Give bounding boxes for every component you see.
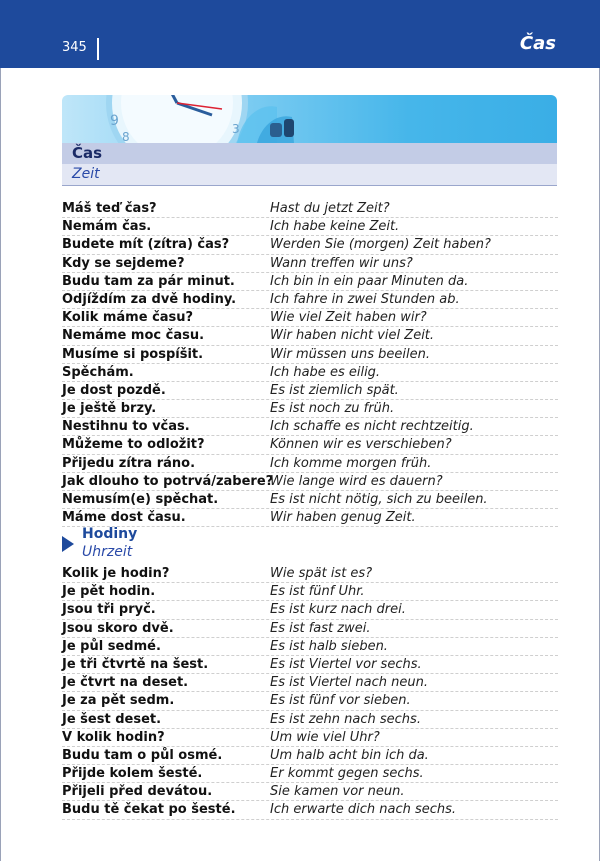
phrase-row — [62, 364, 558, 382]
chapter-title: Čas — [519, 33, 556, 54]
phrase-row — [62, 692, 558, 710]
czech-phrase: Jsou skoro dvě. — [62, 620, 174, 636]
phrase-table-cas — [62, 200, 558, 527]
section-banner — [62, 95, 557, 143]
clock-image-icon — [62, 95, 557, 143]
czech-phrase: Je tři čtvrtě na šest. — [62, 656, 209, 672]
section-subtitle: Zeit — [62, 164, 557, 186]
german-translation: Ich schaffe es nicht rechtzeitig. — [270, 419, 474, 435]
czech-phrase: Máš teď čas? — [62, 201, 157, 216]
phrase-row — [62, 711, 558, 729]
czech-phrase: V kolik hodin? — [62, 729, 165, 745]
phrase-row — [62, 200, 558, 218]
german-translation: Es ist fünf Uhr. — [270, 584, 365, 600]
czech-phrase: Budu tě čekat po šesté. — [62, 802, 236, 818]
svg-text:8: 8 — [122, 130, 130, 143]
german-translation: Können wir es verschieben? — [270, 437, 452, 453]
phrase-row — [62, 583, 558, 601]
czech-phrase: Odjíždím za dvě hodiny. — [62, 291, 237, 307]
czech-phrase: Kolik máme času? — [62, 310, 194, 326]
german-translation: Er kommt gegen sechs. — [270, 766, 424, 782]
czech-phrase: Budu tam za pár minut. — [62, 273, 235, 289]
german-translation: Ich fahre in zwei Stunden ab. — [270, 291, 460, 307]
czech-phrase: Nemáme moc času. — [62, 328, 205, 344]
czech-phrase: Je půl sedmé. — [62, 638, 161, 654]
subsection-title: Hodiny — [82, 526, 138, 542]
phrase-row — [62, 509, 558, 527]
phrase-row — [62, 346, 558, 364]
phrase-row — [62, 601, 558, 619]
phrase-row — [62, 565, 558, 583]
page-frame-left — [0, 68, 1, 861]
phrase-row — [62, 236, 558, 254]
phrase-row — [62, 291, 558, 309]
german-translation: Es ist Viertel nach neun. — [270, 675, 428, 691]
german-translation: Es ist ziemlich spät. — [270, 382, 399, 398]
german-translation: Wie lange wird es dauern? — [270, 473, 443, 489]
subsection-subtitle: Uhrzeit — [82, 544, 133, 560]
phrase-row — [62, 473, 558, 491]
phrase-row — [62, 273, 558, 291]
phrase-row — [62, 656, 558, 674]
german-translation: Um wie viel Uhr? — [270, 729, 380, 745]
header-bar — [0, 0, 600, 68]
german-translation: Es ist halb sieben. — [270, 638, 388, 654]
phrase-row — [62, 491, 558, 509]
german-translation: Hast du jetzt Zeit? — [270, 201, 390, 216]
czech-phrase: Musíme si pospíšit. — [62, 346, 204, 362]
phrase-row — [62, 765, 558, 783]
czech-phrase: Je ještě brzy. — [62, 401, 157, 417]
phrase-table-hodiny — [62, 565, 558, 820]
czech-phrase: Můžeme to odložit? — [62, 437, 205, 453]
phrase-row — [62, 255, 558, 273]
czech-phrase: Jsou tři pryč. — [62, 602, 156, 618]
german-translation: Ich habe keine Zeit. — [270, 219, 400, 235]
german-translation: Ich habe es eilig. — [270, 364, 381, 380]
czech-phrase: Budu tam o půl osmé. — [62, 747, 223, 763]
german-translation: Ich erwarte dich nach sechs. — [270, 802, 457, 818]
phrase-row — [62, 455, 558, 473]
phrase-row — [62, 327, 558, 345]
czech-phrase: Je šest deset. — [62, 711, 162, 727]
czech-phrase: Je pět hodin. — [62, 584, 156, 600]
phrase-row — [62, 418, 558, 436]
german-translation: Wie spät ist es? — [270, 566, 373, 581]
german-translation: Es ist noch zu früh. — [270, 401, 395, 417]
german-translation: Es ist fast zwei. — [270, 620, 371, 636]
german-translation: Wie viel Zeit haben wir? — [270, 310, 427, 326]
phrase-row — [62, 783, 558, 801]
german-translation: Es ist kurz nach drei. — [270, 602, 406, 618]
phrase-row — [62, 218, 558, 236]
german-translation: Wir haben genug Zeit. — [270, 510, 416, 526]
section-header — [62, 143, 557, 186]
czech-phrase: Je dost pozdě. — [62, 382, 166, 398]
phrase-row — [62, 309, 558, 327]
svg-text:3: 3 — [232, 122, 240, 136]
czech-phrase: Je čtvrt na deset. — [62, 675, 189, 691]
czech-phrase: Přijedu zítra ráno. — [62, 455, 196, 471]
phrase-row — [62, 674, 558, 692]
german-translation: Um halb acht bin ich da. — [270, 747, 429, 763]
german-translation: Werden Sie (morgen) Zeit haben? — [270, 237, 491, 253]
czech-phrase: Nemám čas. — [62, 219, 152, 235]
czech-phrase: Přijeli před devátou. — [62, 784, 213, 800]
phrase-row — [62, 436, 558, 454]
german-translation: Wir müssen uns beeilen. — [270, 346, 430, 362]
german-translation: Ich bin in ein paar Minuten da. — [270, 273, 469, 289]
phrase-row — [62, 729, 558, 747]
phrase-row — [62, 620, 558, 638]
czech-phrase: Jak dlouho to potrvá/zabere? — [62, 473, 274, 489]
german-translation: Ich komme morgen früh. — [270, 455, 432, 471]
german-translation: Es ist Viertel vor sechs. — [270, 656, 422, 672]
czech-phrase: Kdy se sejdeme? — [62, 255, 185, 271]
german-translation: Wir haben nicht viel Zeit. — [270, 328, 435, 344]
czech-phrase: Nemusím(e) spěchat. — [62, 492, 219, 507]
czech-phrase: Nestihnu to včas. — [62, 419, 190, 435]
svg-text:9: 9 — [110, 113, 119, 129]
czech-phrase: Je za pět sedm. — [62, 693, 175, 709]
german-translation: Wann treffen wir uns? — [270, 255, 413, 271]
german-translation: Es ist nicht nötig, sich zu beeilen. — [270, 492, 488, 507]
german-translation: Es ist fünf vor sieben. — [270, 693, 411, 709]
phrase-row — [62, 747, 558, 765]
czech-phrase: Budete mít (zítra) čas? — [62, 237, 230, 253]
phrase-row — [62, 400, 558, 418]
czech-phrase: Spěchám. — [62, 364, 134, 380]
czech-phrase: Máme dost času. — [62, 510, 186, 526]
page-divider — [97, 38, 99, 60]
triangle-bullet-icon — [62, 536, 74, 552]
czech-phrase: Přijde kolem šesté. — [62, 766, 203, 782]
phrase-row — [62, 382, 558, 400]
page-number: 345 — [62, 40, 87, 55]
section-title: Čas — [62, 143, 557, 164]
phrase-row — [62, 801, 558, 819]
german-translation: Es ist zehn nach sechs. — [270, 711, 421, 727]
phrase-row — [62, 638, 558, 656]
czech-phrase: Kolik je hodin? — [62, 566, 170, 581]
german-translation: Sie kamen vor neun. — [270, 784, 405, 800]
